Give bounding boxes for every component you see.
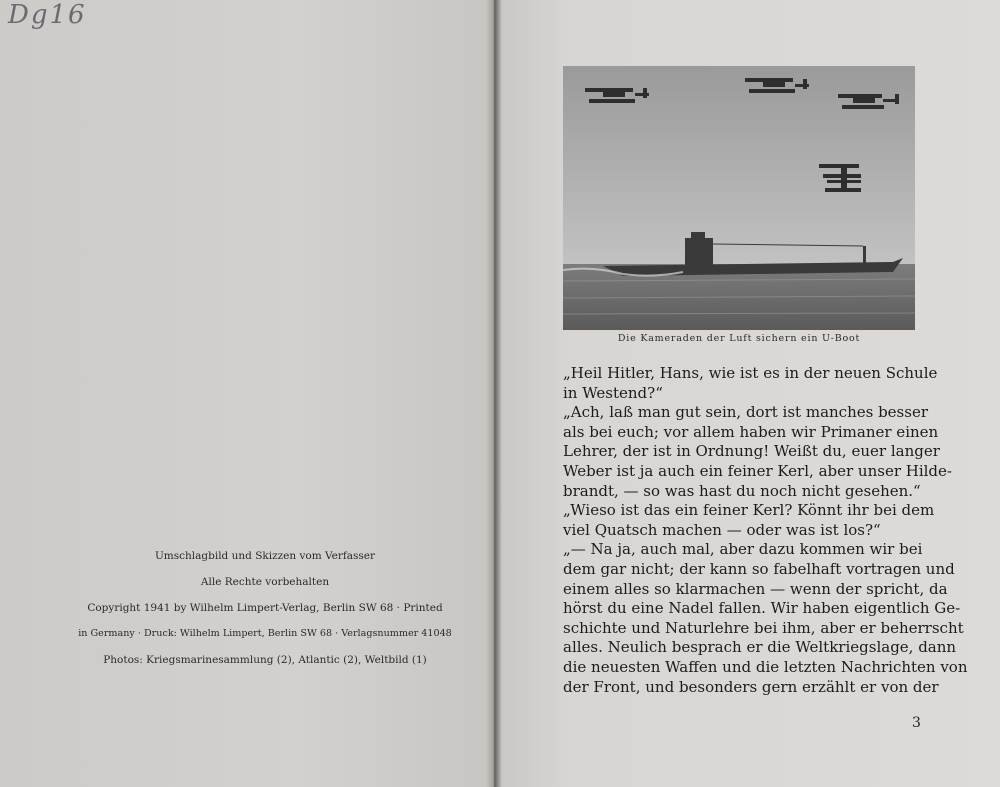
handwritten-note: Dg16 bbox=[8, 0, 87, 30]
text-line: dem gar nicht; der kann so fabelhaft vortragen und bbox=[563, 559, 955, 578]
imprint-line: Alle Rechte vorbehalten bbox=[200, 576, 330, 588]
text-line: „— Na ja, auch mal, aber dazu kommen wir bei bbox=[563, 540, 923, 559]
body-text bbox=[563, 364, 968, 697]
text-line: „Wieso ist das ein feiner Kerl? Könnt ihr bei dem bbox=[563, 501, 935, 520]
submarine-photo bbox=[563, 66, 915, 330]
text-line: in Westend?“ bbox=[563, 383, 663, 402]
text-line: Lehrer, der ist in Ordnung! Weißt du, euer langer bbox=[563, 442, 940, 461]
photo-illustration bbox=[563, 66, 915, 330]
imprint-line: in Germany · Druck: Wilhelm Limpert, Berlin SW 68 · Verlagsnummer 41048 bbox=[78, 628, 452, 639]
text-line: hörst du eine Nadel fallen. Wir haben eigentlich Ge- bbox=[563, 599, 961, 618]
text-line: einem alles so klarmachen — wenn der spricht, da bbox=[563, 579, 948, 598]
text-line: viel Quatsch machen — oder was ist los?“ bbox=[563, 520, 881, 539]
imprint-line: Photos: Kriegsmarinesammlung (2), Atlantic (2), Weltbild (1) bbox=[103, 654, 427, 666]
text-line: die neuesten Waffen und die letzten Nachrichten von bbox=[563, 657, 968, 676]
text-line: „Ach, laß man gut sein, dort ist manches besser bbox=[563, 403, 928, 422]
imprint-line: Umschlagbild und Skizzen vom Verfasser bbox=[154, 550, 376, 562]
imprint-block bbox=[60, 543, 470, 673]
text-line: Weber ist ja auch ein feiner Kerl, aber unser Hilde- bbox=[563, 461, 952, 480]
text-line: schichte und Naturlehre bei ihm, aber er beherrscht bbox=[563, 618, 964, 637]
photo-caption: Die Kameraden der Luft sichern ein U-Boot bbox=[617, 333, 861, 344]
text-line: brandt, — so was hast du noch nicht gesehen.“ bbox=[563, 481, 921, 500]
text-line: alles. Neulich besprach er die Weltkriegslage, dann bbox=[563, 638, 957, 657]
page-number: 3 bbox=[912, 715, 921, 731]
imprint-line: Copyright 1941 by Wilhelm Limpert-Verlag, Berlin SW 68 · Printed bbox=[87, 602, 443, 614]
text-line: „Heil Hitler, Hans, wie ist es in der neuen Schule bbox=[563, 364, 938, 382]
book-gutter bbox=[486, 0, 502, 787]
text-line: der Front, und besonders gern erzählt er von der bbox=[563, 677, 939, 696]
text-line: als bei euch; vor allem haben wir Primaner einen bbox=[563, 422, 939, 441]
